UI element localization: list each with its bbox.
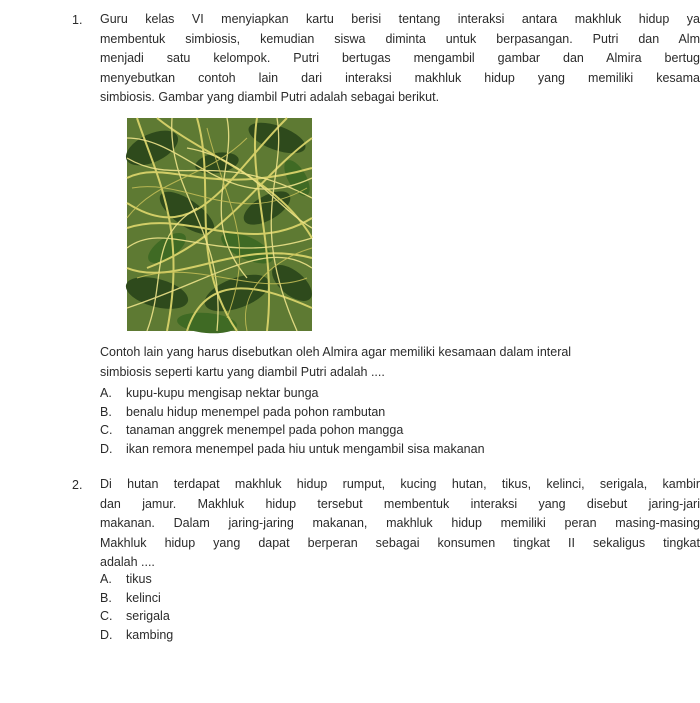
q2-line: adalah .... bbox=[100, 555, 155, 569]
option-key: D. bbox=[100, 441, 113, 456]
option-b[interactable] bbox=[100, 589, 173, 608]
option-d[interactable] bbox=[100, 440, 485, 459]
option-c[interactable] bbox=[100, 421, 485, 440]
option-key: D. bbox=[100, 627, 113, 642]
option-d[interactable] bbox=[100, 626, 173, 645]
q1-intro-line: membentuk simbiosis, kemudian siswa diminta untuk berpasangan. Putri dan Alm bbox=[100, 31, 700, 46]
dodder-vine-photo bbox=[127, 118, 312, 331]
question-2-text bbox=[100, 475, 700, 573]
option-text: benalu hidup menempel pada pohon rambutan bbox=[126, 404, 386, 419]
q2-line: Makhluk hidup yang dapat berperan sebagai konsumen tingkat II sekaligus tingkat bbox=[100, 535, 700, 550]
option-key: C. bbox=[100, 423, 113, 437]
option-text: serigala bbox=[126, 609, 170, 623]
q2-line: makanan. Dalam jaring-jaring makanan, makhluk hidup memiliki peran masing-masing bbox=[100, 516, 700, 530]
option-text: tikus bbox=[126, 572, 152, 586]
question-1-number: 1. bbox=[72, 13, 83, 27]
q1-intro-line: simbiosis. Gambar yang diambil Putri adalah sebagai berikut. bbox=[100, 90, 440, 104]
dodder-vine-image bbox=[127, 118, 312, 331]
q1-question-line: simbiosis seperti kartu yang diambil Putri adalah .... bbox=[100, 364, 385, 379]
question-2-number: 2. bbox=[72, 478, 83, 492]
question-1-prompt bbox=[100, 343, 594, 382]
q2-line: dan jamur. Makhluk hidup tersebut membentuk interaksi yang disebut jaring-jari bbox=[100, 496, 700, 511]
option-text: kupu-kupu mengisap nektar bunga bbox=[126, 386, 319, 400]
option-text: kambing bbox=[126, 627, 174, 642]
q1-question-line: Contoh lain yang harus disebutkan oleh Almira agar memiliki kesamaan dalam interal bbox=[100, 345, 572, 359]
q2-line: Di hutan terdapat makhluk hidup rumput, kucing hutan, tikus, kelinci, serigala, kambir bbox=[100, 477, 700, 491]
question-2-options bbox=[100, 570, 173, 644]
option-key: B. bbox=[100, 590, 112, 605]
q1-intro-line: Guru kelas VI menyiapkan kartu berisi tentang interaksi antara makhluk hidup ya bbox=[100, 12, 700, 26]
option-key: B. bbox=[100, 404, 112, 419]
option-b[interactable] bbox=[100, 403, 485, 422]
option-text: ikan remora menempel pada hiu untuk mengambil sisa makanan bbox=[126, 441, 485, 456]
option-key: A. bbox=[100, 572, 112, 586]
question-1-options bbox=[100, 384, 485, 458]
q1-intro-line: menjadi satu kelompok. Putri bertugas mengambil gambar dan Almira bertug bbox=[100, 51, 700, 65]
option-c[interactable] bbox=[100, 607, 173, 626]
option-text: tanaman anggrek menempel pada pohon mangga bbox=[126, 423, 404, 437]
question-1-intro bbox=[100, 10, 700, 108]
option-a[interactable] bbox=[100, 570, 173, 589]
option-key: C. bbox=[100, 609, 113, 623]
option-key: A. bbox=[100, 386, 112, 400]
q1-intro-line: menyebutkan contoh lain dari interaksi makhluk hidup yang memiliki kesama bbox=[100, 70, 700, 85]
option-a[interactable] bbox=[100, 384, 485, 403]
option-text: kelinci bbox=[126, 590, 161, 605]
